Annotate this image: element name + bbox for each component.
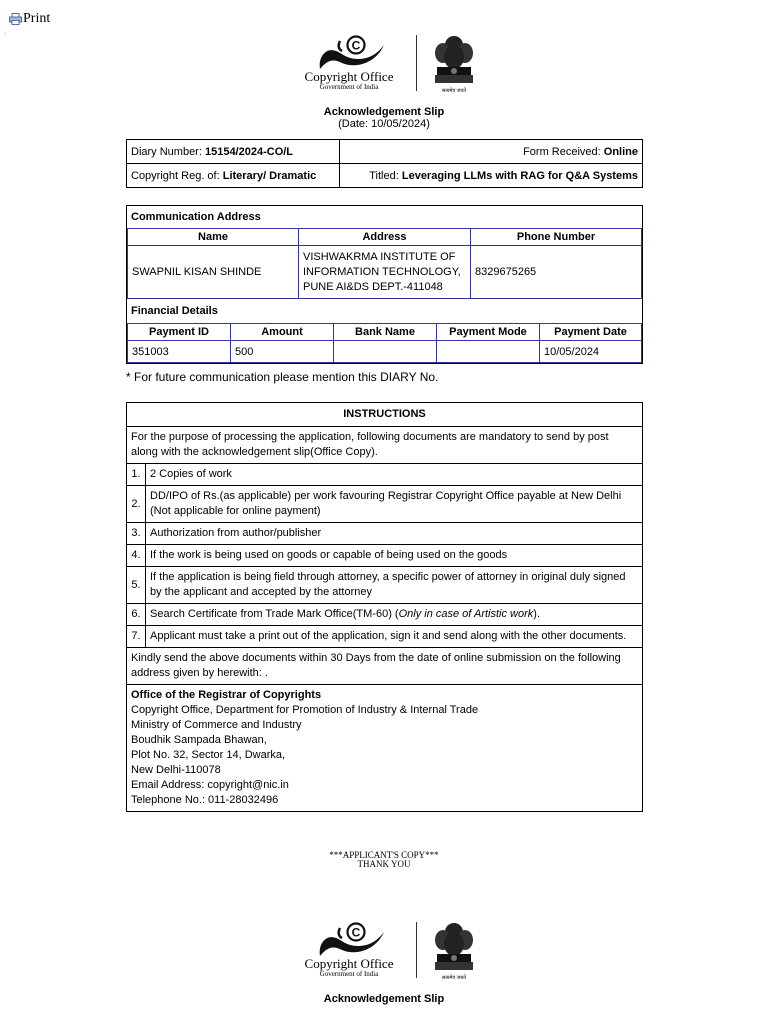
office-line: Plot No. 32, Sector 14, Dwarka, [131, 749, 286, 761]
logo-name: Copyright Office [304, 69, 394, 84]
item-number: 4. [127, 545, 146, 567]
item-text: DD/IPO of Rs.(as applicable) per work favouring Registrar Copyright Office payable at New Delhi (Not applicable for online payment) [146, 486, 643, 523]
thank-you-note: THANK YOU [357, 859, 411, 869]
item6-italic: Only in case of Artistic work [398, 608, 534, 620]
office-line: Email Address: copyright@nic.in [131, 779, 289, 791]
logo-divider [416, 35, 417, 91]
diary-number-cell [127, 140, 340, 164]
office-line: Ministry of Commerce and Industry [131, 719, 302, 731]
table-row [127, 403, 643, 427]
diary-value: 15154/2024-CO/L [204, 145, 294, 158]
communication-financial-box [126, 205, 643, 364]
list-item [127, 626, 643, 648]
svg-text:C: C [351, 38, 361, 53]
item6-text: Search Certificate from Trade Mark Office(TM-60) ( [150, 608, 399, 620]
national-emblem-icon [432, 35, 476, 89]
item6-tail: ). [533, 608, 541, 620]
logo-subtitle: Government of India [319, 970, 379, 978]
instructions-heading: INSTRUCTIONS [127, 403, 643, 427]
instructions-table [126, 402, 643, 812]
diary-table [126, 139, 643, 188]
logo-divider [416, 922, 417, 978]
list-item [127, 604, 643, 626]
diary-label: Diary Number: [131, 145, 202, 158]
print-label: Print [23, 11, 51, 26]
financial-heading: Financial Details [131, 305, 218, 317]
table-row [127, 685, 643, 812]
titled-value: Leveraging LLMs with RAG for Q&A Systems [401, 169, 638, 182]
item-text: If the work is being used on goods or capable of being used on the goods [146, 545, 643, 567]
payment-date-cell: 10/05/2024 [540, 341, 642, 363]
copyright-office-logo-icon [312, 35, 392, 71]
office-address [127, 685, 643, 812]
table-row [128, 229, 642, 246]
address-cell [299, 246, 471, 299]
col-header: Name [128, 229, 299, 246]
payment-id-cell: 351003 [128, 341, 231, 363]
col-header: Amount [231, 324, 334, 341]
logo-subtitle: Government of India [319, 83, 379, 91]
table-row [127, 648, 643, 685]
form-label: Form Received: [523, 145, 601, 158]
list-item [127, 567, 643, 604]
table-row [128, 324, 642, 341]
item-number: 7. [127, 626, 146, 648]
phone-cell: 8329675265 [471, 246, 642, 299]
copyright-office-logo-icon [312, 922, 392, 958]
emblem-caption: सत्यमेव जयते [441, 88, 467, 94]
print-link[interactable] [9, 11, 50, 27]
item-number: 6. [127, 604, 146, 626]
item-text [146, 604, 643, 626]
form-value: Online [603, 145, 638, 158]
col-header: Payment Date [540, 324, 642, 341]
office-line: New Delhi-110078 [131, 764, 221, 776]
col-header: Phone Number [471, 229, 642, 246]
logo-name: Copyright Office [304, 956, 394, 971]
table-row [128, 246, 642, 299]
address-line: INFORMATION TECHNOLOGY, [303, 265, 461, 278]
table-row [127, 427, 643, 464]
item-text: Applicant must take a print out of the application, sign it and send along with the other documents. [146, 626, 643, 648]
list-item [127, 523, 643, 545]
titled-cell [340, 164, 643, 188]
office-line: Copyright Office, Department for Promotion of Industry & Internal Trade [131, 704, 479, 716]
diary-note: * For future communication please mention this DIARY No. [126, 370, 439, 384]
name-cell: SWAPNIL KISAN SHINDE [128, 246, 299, 299]
item-text: 2 Copies of work [146, 464, 643, 486]
amount-cell: 500 [231, 341, 334, 363]
send-note: Kindly send the above documents within 30 Days from the date of online submission on the following address given by herewith: . [127, 648, 643, 685]
office-line: Boudhik Sampada Bhawan, [131, 734, 267, 746]
item-number: 1. [127, 464, 146, 486]
list-item [127, 486, 643, 523]
financial-table [127, 323, 642, 363]
table-row [127, 164, 643, 188]
communication-heading: Communication Address [131, 211, 261, 223]
instructions-intro: For the purpose of processing the application, following documents are mandatory to send by post along with the acknowledgement slip(Office Copy). [127, 427, 643, 464]
slip-date: (Date: 10/05/2024) [338, 118, 430, 130]
titled-label: Titled: [369, 169, 399, 182]
slip-title: Acknowledgement Slip [323, 106, 445, 118]
item-number: 2. [127, 486, 146, 523]
printer-icon [9, 13, 22, 25]
logo-block-top [292, 35, 482, 95]
national-emblem-icon [432, 922, 476, 976]
form-received-cell [340, 140, 643, 164]
address-line: PUNE AI&DS DEPT.-411048 [303, 280, 443, 293]
table-row [127, 140, 643, 164]
item-number: 3. [127, 523, 146, 545]
reg-label: Copyright Reg. of: [131, 169, 220, 182]
communication-table [127, 228, 642, 299]
col-header: Payment Mode [437, 324, 540, 341]
payment-mode-cell [437, 341, 540, 363]
reg-cell [127, 164, 340, 188]
slip-title-bottom: Acknowledgement Slip [323, 993, 445, 1005]
logo-block-bottom [292, 922, 482, 982]
office-line: Telephone No.: 011-28032496 [131, 794, 279, 806]
col-header: Bank Name [334, 324, 437, 341]
item-text: If the application is being field through attorney, a specific power of attorney in original duly signed by the applicant and accepted by the attorney [146, 567, 643, 604]
list-item [127, 464, 643, 486]
table-row [128, 341, 642, 363]
reg-value: Literary/ Dramatic [222, 169, 317, 182]
office-name: Office of the Registrar of Copyrights [131, 689, 322, 701]
item-text: Authorization from author/publisher [146, 523, 643, 545]
col-header: Payment ID [128, 324, 231, 341]
item-number: 5. [127, 567, 146, 604]
svg-text:C: C [351, 925, 361, 940]
tiny-mark: ▫ [4, 31, 6, 37]
bank-name-cell [334, 341, 437, 363]
list-item [127, 545, 643, 567]
applicant-copy-note: ***APPLICANT'S COPY*** [329, 850, 439, 860]
address-line: VISHWAKRMA INSTITUTE OF [303, 250, 456, 263]
col-header: Address [299, 229, 471, 246]
emblem-caption: सत्यमेव जयते [441, 975, 467, 981]
